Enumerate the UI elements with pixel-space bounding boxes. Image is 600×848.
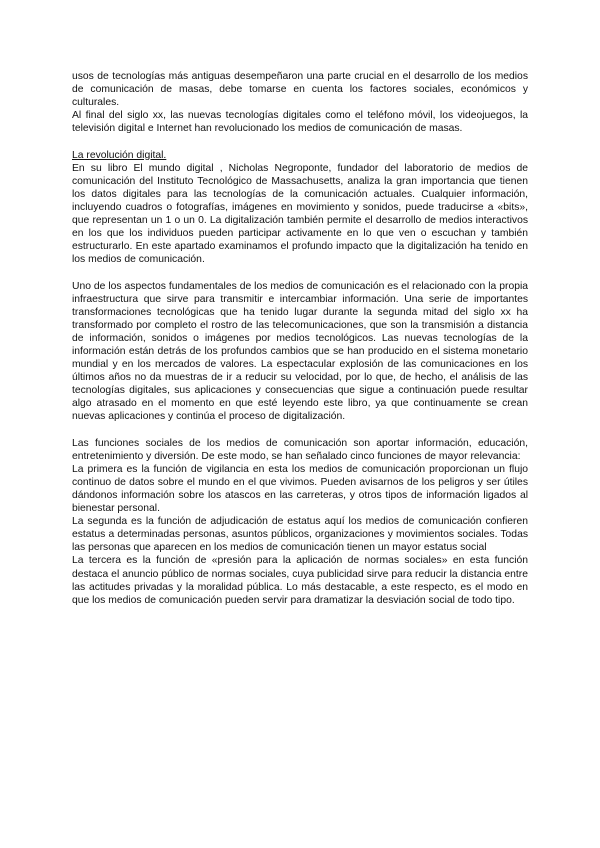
intro-paragraph-1: usos de tecnologías más antiguas desempeñaron una parte crucial en el desarrollo de los medios de comunicación de masas, debe tomarse en cuenta los factores sociales, económicos y culturales. [72,71,528,109]
spacer [72,424,528,437]
function-3: La tercera es la función de «presión para la aplicación de normas sociales» en esta función destaca el anuncio público de normas sociales, cuya publicidad sirve para reducir la distancia entre las actitudes privadas y la moralidad pública. Lo más destacable, a este respecto, es el modo en que los medios de comunicación pueden servir para dramatizar la desviación social de todo tipo. [72,555,528,606]
section-paragraph-2: Uno de los aspectos fundamentales de los medios de comunicación es el relacionado con la propia infraestructura que sirve para transmitir e intercambiar información. Una serie de importantes transformaciones tecnológicas que ha tenido lugar durante la segunda mitad del siglo xx ha transformado por completo el rostro de las telecomunicaciones, que son la transmisión a distancia de información, sonidos o imágenes por medios tecnológicos. Las nuevas tecnologías de la información están detrás de los profundos cambios que se han producido en el sistema monetario mundial y en los mercados de valores. La espectacular explosión de las comunicaciones en los últimos años no da muestras de ir a reducir su velocidad, por lo que, de hecho, el análisis de las tecnologías digitales, sus aplicaciones y consecuencias que sigue a continuación puede resultar algo atrasado en el momento en que esté leyendo este libro, ya que continuamente se crean nuevas aplicaciones y continúa el proceso de digitalización. [72,280,528,423]
section-heading: La revolución digital. [72,149,167,161]
intro-paragraph-2: Al final del siglo xx, las nuevas tecnologías digitales como el teléfono móvil, los videojuegos, la televisión digital e Internet han revolucionado los medios de comunicación de masas. [72,110,528,135]
spacer [72,266,528,279]
section-paragraph-1: En su libro El mundo digital , Nicholas Negroponte, fundador del laboratorio de medios de comunicación del Instituto Tecnológico de Massachusetts, analiza la gran importancia que tienen los datos digitales para las tecnologías de la comunicación actuales. Cualquier información, incluyendo cuadros o fotografías, imágenes en movimiento y sonidos, puede traducirse a «bits», que representan un 1 o un 0. La digitalización también permite el desarrollo de medios interactivos en los que los individuos pueden participar activamente en lo que ven o escuchan y también estructurarlo. En este apartado examinamos el profundo impacto que la digitalización ha tenido en los medios de comunicación. [72,162,528,266]
spacer [72,135,528,148]
functions-intro: Las funciones sociales de los medios de comunicación son aportar información, educación, entretenimiento y diversión. De este modo, se han señalado cinco funciones de mayor relevancia: [72,437,528,462]
function-1: La primera es la función de vigilancia en esta los medios de comunicación proporcionan un flujo continuo de datos sobre el mundo en el que vivimos. Pueden avisarnos de los peligros y ser útiles dándonos información sobre los atascos en las carreteras, y otros tipos de información ligados al bienestar personal. [72,463,528,515]
document-body [72,70,528,607]
function-2: La segunda es la función de adjudicación de estatus aquí los medios de comunicación confieren estatus a determinadas personas, asuntos públicos, organizaciones y movimientos sociales. Todas las personas que aparecen en los medios de comunicación tienen un mayor estatus social [72,516,528,554]
